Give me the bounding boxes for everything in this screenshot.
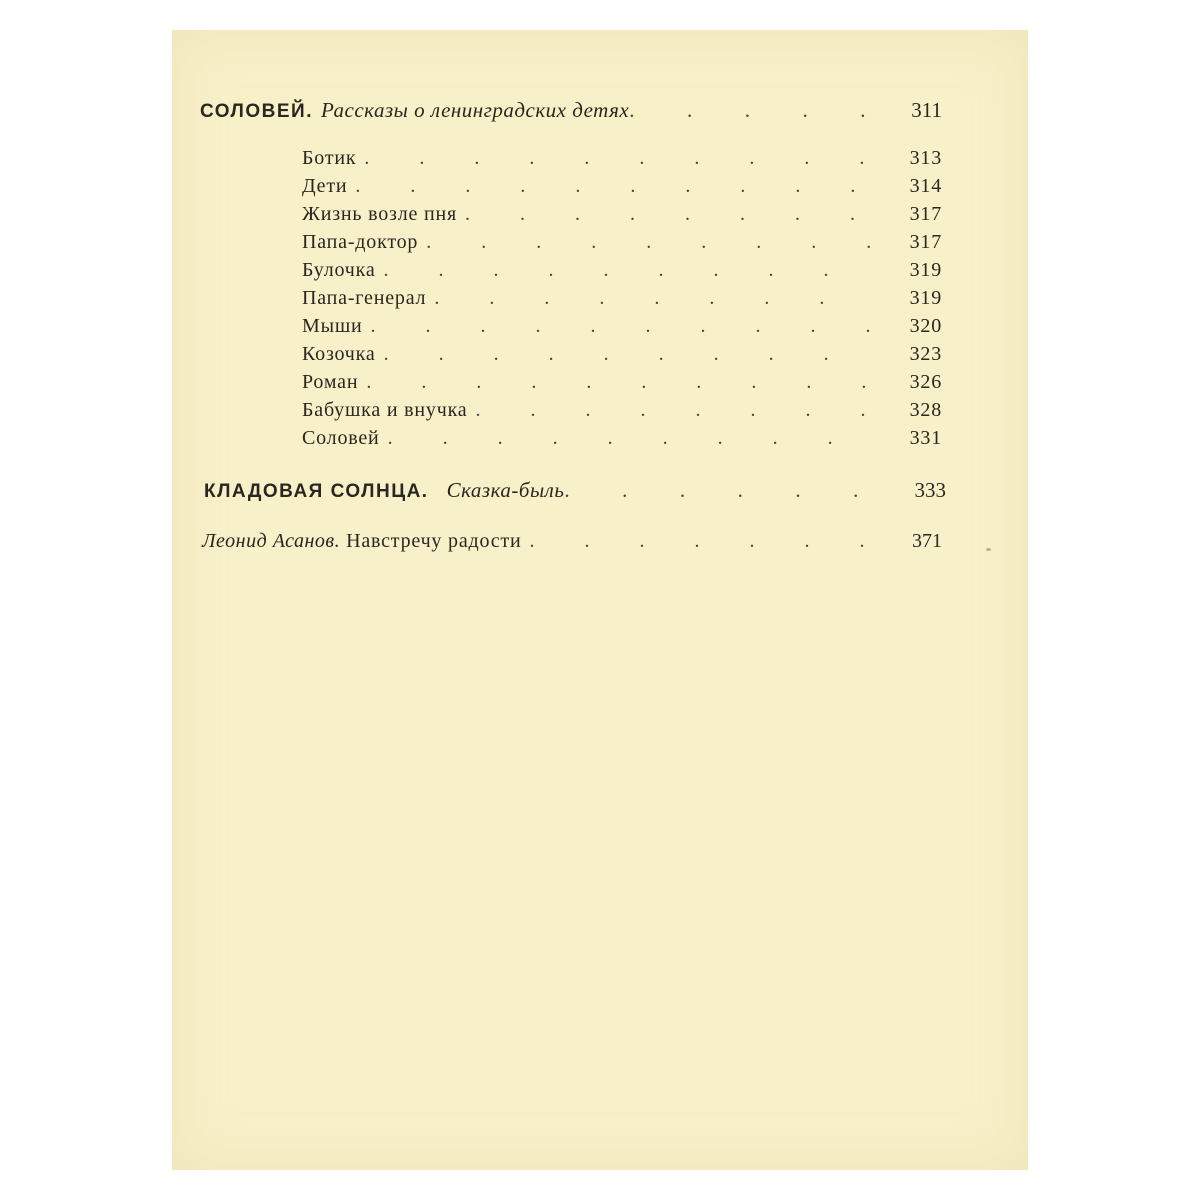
item-title: Дети (302, 175, 348, 197)
toc-item (302, 259, 942, 282)
page-number: 326 (909, 371, 942, 393)
toc-afterword (202, 530, 942, 553)
item-title: Ботик (302, 147, 357, 169)
leader-dots (364, 147, 870, 170)
leader-dots (388, 427, 870, 450)
leader-dots (355, 175, 870, 198)
leader-dots (366, 371, 870, 394)
section-subtitle: Сказка-быль (446, 478, 565, 502)
page-number: 331 (909, 427, 942, 449)
toc-section-kladovaya (204, 478, 946, 503)
leader-dots (371, 315, 870, 338)
leader-dots (384, 259, 870, 282)
page-number: 319 (909, 287, 942, 309)
book-page (172, 30, 1028, 1170)
page-number: 320 (909, 315, 942, 337)
item-title: Жизнь возле пня (302, 203, 458, 225)
paper-speck (986, 548, 991, 551)
page-number: 313 (909, 147, 942, 169)
section-heading: КЛАДОВАЯ СОЛНЦА. (204, 481, 429, 502)
leader-dots (465, 203, 870, 226)
leader-dots (564, 478, 870, 503)
page-number: 317 (909, 203, 942, 225)
item-title: Роман (302, 371, 359, 393)
toc-item (302, 147, 942, 170)
toc-item (302, 427, 942, 450)
toc-item (302, 231, 942, 254)
leader-dots (475, 399, 870, 422)
toc-item (302, 315, 942, 338)
toc-item (302, 287, 942, 310)
leader-dots (629, 98, 866, 123)
leader-dots (530, 530, 867, 553)
item-title: Папа-доктор (302, 231, 419, 253)
item-title: Папа-генерал (302, 287, 427, 309)
toc-item (302, 399, 942, 422)
leader-dots (384, 343, 870, 366)
leader-dots (426, 231, 870, 254)
toc-item (302, 203, 942, 226)
toc-section-solovey (200, 98, 942, 123)
toc-item (302, 175, 942, 198)
toc-item (302, 343, 942, 366)
page-number: 319 (909, 259, 942, 281)
section-subtitle: Рассказы о ленинградских детях (321, 98, 630, 122)
item-title: Соловей (302, 427, 380, 449)
leader-dots (434, 287, 870, 310)
page-number: 328 (909, 399, 942, 421)
item-title: Мыши (302, 315, 363, 337)
toc-item (302, 371, 942, 394)
page-number: 314 (909, 175, 942, 197)
item-title: Бабушка и внучка (302, 399, 468, 421)
page-number: 333 (914, 478, 946, 502)
afterword-author: Леонид Асанов. (202, 530, 341, 552)
page-number: 323 (909, 343, 942, 365)
afterword-title: Навстречу радости (346, 530, 522, 552)
page-number: 371 (912, 530, 942, 552)
item-title: Козочка (302, 343, 376, 365)
page-number: 311 (911, 98, 942, 122)
page-number: 317 (909, 231, 942, 253)
section-heading: СОЛОВЕЙ. (200, 101, 313, 122)
item-title: Булочка (302, 259, 376, 281)
